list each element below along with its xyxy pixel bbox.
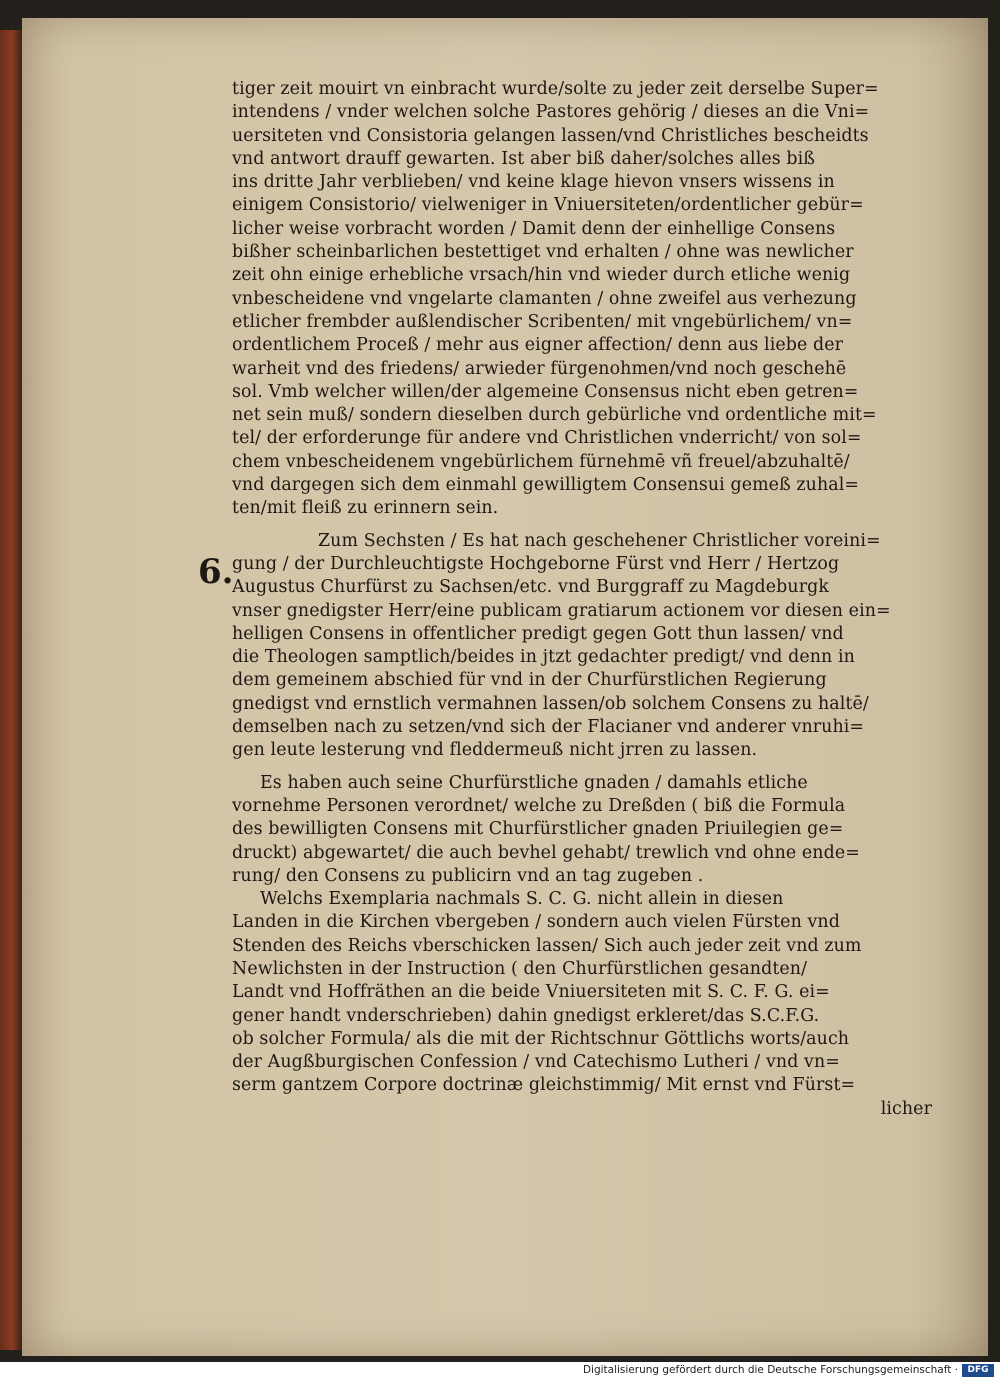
text-line: tiger zeit mouirt vn einbracht wurde/solte zu jeder zeit derselbe Super= [232, 79, 879, 99]
text-line: intendens / vnder welchen solche Pastores gehörig / dieses an die Vni= [232, 102, 870, 123]
text-line: gnedigst vnd ernstlich vermahnen lassen/ob solchem Consens zu haltē/ [232, 693, 869, 714]
text-line: etlicher frembder außlendischer Scribenten/ mit vngebürlichem/ vn= [232, 311, 853, 332]
text-line: ordentlichem Proceß / mehr aus eigner affection/ denn aus liebe der [232, 335, 844, 356]
text-line: Welchs Exemplaria nachmals S. C. G. nicht allein in diesen [260, 889, 784, 910]
text-line: einigem Consistorio/ vielweniger in Vniuersiteten/ordentlicher gebür= [232, 195, 864, 216]
text-line: warheit vnd des friedens/ arwieder fürgenohmen/vnd noch geschehē [232, 358, 847, 379]
text-line: helligen Consens in offentlicher predigt gegen Gott thun lassen/ vnd [232, 623, 844, 644]
text-line: Stenden des Reichs vberschicken lassen/ Sich auch jeder zeit vnd zum [232, 935, 862, 956]
text-line: rung/ den Consens zu publicirn vnd an tag zugeben . [232, 865, 704, 886]
text-line: ins dritte Jahr verblieben/ vnd keine klage hievon vnsers wissens in [232, 172, 835, 193]
text-line: vnd antwort drauff gewarten. Ist aber biß daher/solches alles biß [232, 148, 816, 169]
text-line: licher weise vorbracht worden / Damit denn der einhellige Consens [232, 218, 836, 239]
text-line: serm gantzem Corpore doctrinæ gleichstimmig/ Mit ernst vnd Fürst= [232, 1075, 856, 1096]
text-line: bißher scheinbarlichen bestettiget vnd erhalten / ohne was newlicher [232, 242, 854, 263]
text-line: der Augßburgischen Confession / vnd Catechismo Lutheri / vnd vn= [232, 1052, 840, 1073]
text-line: licher [880, 1098, 932, 1119]
text-line: dem gemeinem abschied für vnd in der Churfürstlichen Regierung [232, 670, 827, 691]
text-line: vnbescheidene vnd vngelarte clamanten / ohne zweifel aus verhezung [232, 288, 857, 309]
book-cover-edge [0, 30, 22, 1350]
text-line: net sein muß/ sondern dieselben durch gebürliche vnd ordentliche mit= [232, 405, 877, 426]
text-line: demselben nach zu setzen/vnd sich der Flacianer vnd anderer vnruhi= [232, 717, 865, 738]
text-line: Es haben auch seine Churfürstliche gnaden / damahls etliche [260, 772, 808, 793]
text-line: ob solcher Formula/ als die mit der Richtschnur Göttlichs worts/auch [232, 1028, 850, 1049]
text-line: des bewilligten Consens mit Churfürstlicher gnaden Priuilegien ge= [232, 819, 844, 840]
text-line: vnser gnedigster Herr/eine publicam gratiarum actionem vor diesen ein= [232, 600, 891, 621]
text-line: vnd dargegen sich dem einmahl gewilligtem Consensui gemeß zuhal= [232, 475, 860, 496]
text-line: zeit ohn einige erhebliche vrsach/hin vnd wieder durch etliche wenig [232, 265, 851, 286]
text-line: Landt vnd Hoffräthen an die beide Vniuersiteten mit S. C. F. G. ei= [232, 982, 830, 1003]
footer-bar [0, 1362, 1000, 1380]
text-line: vornehme Personen verordnet/ welche zu Dreßden ( biß die Formula [232, 795, 846, 816]
text-line: uersiteten vnd Consistoria gelangen lassen/vnd Christliches bescheidts [232, 125, 869, 146]
text-line: gung / der Durchleuchtigste Hochgeborne Fürst vnd Herr / Hertzog [232, 553, 840, 574]
text-line: gener handt vnderschrieben) dahin gnedigst erkleret/das S.C.F.G. [232, 1005, 820, 1026]
body-text [232, 78, 932, 1121]
text-line: ten/mit fleiß zu erinnern sein. [232, 498, 499, 519]
text-line: die Theologen samptlich/beides in jtzt gedachter predigt/ vnd denn in [232, 647, 855, 668]
funding-notice: Digitalisierung gefördert durch die Deutsche Forschungsgemeinschaft · [582, 1364, 958, 1376]
text-line: sol. Vmb welcher willen/der algemeine Consensus nicht eben getren= [232, 381, 859, 402]
text-line: druckt) abgewartet/ die auch bevhel gehabt/ trewlich vnd ohne ende= [232, 842, 860, 863]
text-line: tel/ der erforderunge für andere vnd Christlichen vnderricht/ von sol= [232, 428, 862, 449]
text-line: Zum Sechsten / Es hat nach geschehener Christlicher voreini= [318, 530, 881, 551]
dfg-logo: DFG [962, 1364, 994, 1377]
text-line: Augustus Churfürst zu Sachsen/etc. vnd Burggraff zu Magdeburgk [232, 577, 829, 598]
text-line: Landen in die Kirchen vbergeben / sondern auch vielen Fürsten vnd [232, 912, 840, 933]
text-line: Newlichsten in der Instruction ( den Churfürstlichen gesandten/ [232, 958, 808, 979]
text-line: gen leute lesterung vnd fleddermeuß nicht jrren zu lassen. [232, 740, 758, 761]
marginal-number: 6. [198, 552, 234, 592]
text-line: chem vnbescheidenem vngebürlichem fürnehmē vñ freuel/abzuhaltē/ [232, 451, 850, 472]
